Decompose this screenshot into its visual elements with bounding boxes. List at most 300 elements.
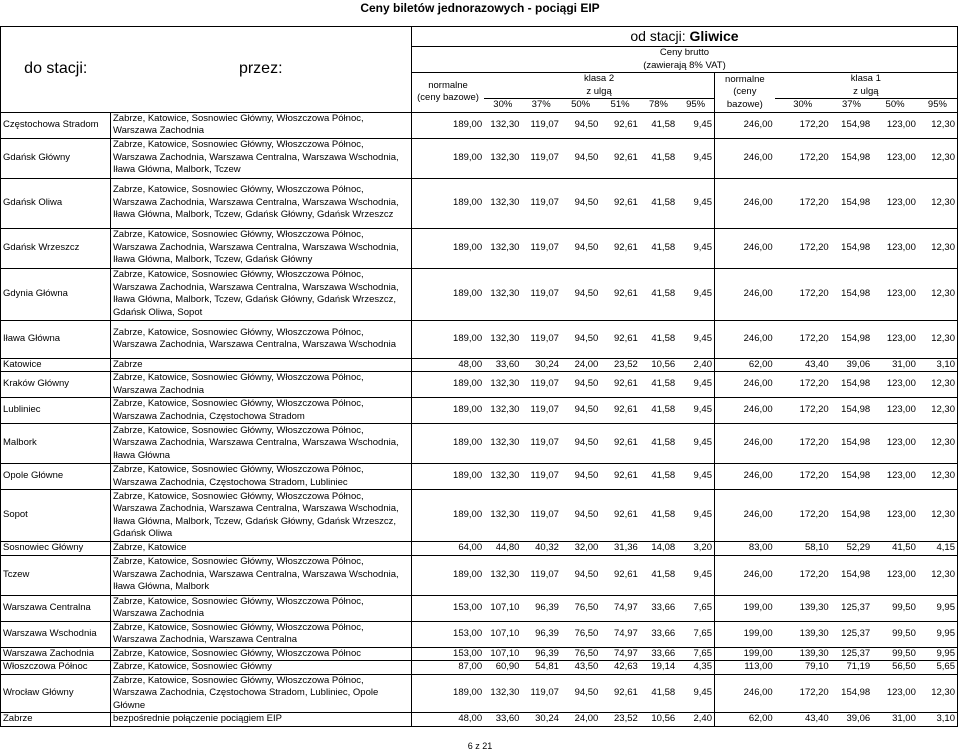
price-cell: 41,58 bbox=[640, 138, 677, 178]
class2-discount-5: 95% bbox=[677, 99, 714, 113]
price-cell: 172,20 bbox=[775, 674, 831, 713]
price-cell: 74,97 bbox=[600, 647, 639, 661]
fare-table bbox=[0, 26, 958, 727]
destination-station: Wrocław Główny bbox=[1, 674, 111, 713]
via-stations: Zabrze, Katowice, Sosnowiec Główny, Włoszczowa Północ, Warszawa Zachodnia, Warszawa Centralna, Warszawa Wschodnia, Iława Główna, Malbork, Tczew, Gdańsk Główny, Gdańsk Wrzeszcz bbox=[111, 178, 412, 228]
price-cell: 94,50 bbox=[561, 674, 600, 713]
price-cell: 9,45 bbox=[677, 555, 714, 595]
price-cell: 9,95 bbox=[918, 647, 958, 661]
price-cell: 123,00 bbox=[872, 320, 918, 358]
price-cell: 12,30 bbox=[918, 555, 958, 595]
price-cell: 132,30 bbox=[484, 464, 521, 490]
price-cell: 189,00 bbox=[411, 178, 484, 228]
price-cell: 33,66 bbox=[640, 647, 677, 661]
via-stations: Zabrze, Katowice, Sosnowiec Główny, Włoszczowa Północ, Warszawa Zachodnia, Warszawa Centralna, Warszawa Wschodnia bbox=[111, 320, 412, 358]
via-stations: Zabrze, Katowice, Sosnowiec Główny, Włoszczowa Północ, Warszawa Zachodnia, Warszawa Centralna, Warszawa Wschodnia, Iława Główna, Malbork, Tczew, Gdańsk Główny bbox=[111, 228, 412, 268]
price-cell: 189,00 bbox=[411, 320, 484, 358]
class2-label: klasa 2 bbox=[584, 73, 615, 84]
price-cell: 12,30 bbox=[918, 674, 958, 713]
via-stations: Zabrze bbox=[111, 358, 412, 372]
price-cell: 154,98 bbox=[831, 178, 873, 228]
price-cell: 132,30 bbox=[484, 398, 521, 424]
price-cell: 94,50 bbox=[561, 555, 600, 595]
price-cell: 40,32 bbox=[521, 542, 560, 556]
price-cell: 92,61 bbox=[600, 424, 639, 464]
price-cell: 154,98 bbox=[831, 320, 873, 358]
destination-station: Malbork bbox=[1, 424, 111, 464]
table-row bbox=[1, 464, 958, 490]
via-stations: Zabrze, Katowice, Sosnowiec Główny, Włoszczowa Północ, Warszawa Zachodnia bbox=[111, 112, 412, 138]
price-cell: 23,52 bbox=[600, 713, 639, 727]
via-stations: Zabrze, Katowice, Sosnowiec Główny, Włoszczowa Północ, Warszawa Zachodnia, Częstochowa Stradom, Lubliniec bbox=[111, 464, 412, 490]
price-cell: 139,30 bbox=[775, 647, 831, 661]
via-stations: Zabrze, Katowice, Sosnowiec Główny, Włoszczowa Północ, Warszawa Zachodnia bbox=[111, 372, 412, 398]
class1-discount-1: 37% bbox=[831, 99, 873, 113]
price-cell: 12,30 bbox=[918, 320, 958, 358]
price-cell: 132,30 bbox=[484, 138, 521, 178]
price-cell: 246,00 bbox=[715, 464, 775, 490]
price-cell: 189,00 bbox=[411, 228, 484, 268]
price-cell: 71,19 bbox=[831, 661, 873, 675]
price-cell: 24,00 bbox=[561, 358, 600, 372]
price-cell: 94,50 bbox=[561, 398, 600, 424]
price-cell: 41,50 bbox=[872, 542, 918, 556]
class2-discount-2: 50% bbox=[561, 99, 600, 113]
price-cell: 172,20 bbox=[775, 398, 831, 424]
destination-station: Gdańsk Oliwa bbox=[1, 178, 111, 228]
price-cell: 246,00 bbox=[715, 320, 775, 358]
price-cell: 92,61 bbox=[600, 398, 639, 424]
table-row bbox=[1, 713, 958, 727]
price-cell: 199,00 bbox=[715, 621, 775, 647]
price-cell: 54,81 bbox=[521, 661, 560, 675]
price-cell: 76,50 bbox=[561, 621, 600, 647]
price-cell: 189,00 bbox=[411, 398, 484, 424]
price-cell: 9,45 bbox=[677, 228, 714, 268]
price-cell: 12,30 bbox=[918, 228, 958, 268]
price-cell: 125,37 bbox=[831, 647, 873, 661]
price-cell: 94,50 bbox=[561, 178, 600, 228]
class2-discount-3: 51% bbox=[600, 99, 639, 113]
price-cell: 119,07 bbox=[521, 112, 560, 138]
table-row bbox=[1, 424, 958, 464]
price-cell: 41,58 bbox=[640, 424, 677, 464]
price-cell: 172,20 bbox=[775, 268, 831, 320]
price-cell: 189,00 bbox=[411, 464, 484, 490]
price-cell: 92,61 bbox=[600, 372, 639, 398]
price-cell: 154,98 bbox=[831, 268, 873, 320]
price-cell: 123,00 bbox=[872, 555, 918, 595]
price-cell: 154,98 bbox=[831, 674, 873, 713]
price-cell: 132,30 bbox=[484, 490, 521, 542]
from-station-name: Gliwice bbox=[689, 28, 739, 45]
price-cell: 123,00 bbox=[872, 398, 918, 424]
price-cell: 246,00 bbox=[715, 372, 775, 398]
price-cell: 3,10 bbox=[918, 713, 958, 727]
price-cell: 92,61 bbox=[600, 138, 639, 178]
price-cell: 31,00 bbox=[872, 713, 918, 727]
price-cell: 41,58 bbox=[640, 398, 677, 424]
price-cell: 94,50 bbox=[561, 138, 600, 178]
price-cell: 60,90 bbox=[484, 661, 521, 675]
class2-discount-label: z ulgą bbox=[586, 85, 612, 97]
price-cell: 94,50 bbox=[561, 464, 600, 490]
price-cell: 83,00 bbox=[715, 542, 775, 556]
via-stations: Zabrze, Katowice, Sosnowiec Główny bbox=[111, 661, 412, 675]
class1-discount-0: 30% bbox=[775, 99, 831, 113]
price-cell: 246,00 bbox=[715, 112, 775, 138]
price-cell: 30,24 bbox=[521, 713, 560, 727]
price-cell: 41,58 bbox=[640, 178, 677, 228]
price-cell: 154,98 bbox=[831, 112, 873, 138]
table-row bbox=[1, 138, 958, 178]
price-cell: 9,45 bbox=[677, 464, 714, 490]
price-cell: 123,00 bbox=[872, 372, 918, 398]
from-station-label: od stacji: bbox=[630, 28, 686, 45]
price-cell: 246,00 bbox=[715, 424, 775, 464]
price-cell: 92,61 bbox=[600, 268, 639, 320]
price-cell: 58,10 bbox=[775, 542, 831, 556]
price-cell: 199,00 bbox=[715, 647, 775, 661]
price-cell: 132,30 bbox=[484, 112, 521, 138]
price-cell: 94,50 bbox=[561, 112, 600, 138]
price-cell: 41,58 bbox=[640, 112, 677, 138]
vat-note: (zawierają 8% VAT) bbox=[411, 60, 957, 73]
price-cell: 153,00 bbox=[411, 647, 484, 661]
price-cell: 41,58 bbox=[640, 320, 677, 358]
table-row bbox=[1, 542, 958, 556]
price-cell: 96,39 bbox=[521, 595, 560, 621]
price-cell: 48,00 bbox=[411, 713, 484, 727]
destination-station: Warszawa Zachodnia bbox=[1, 647, 111, 661]
price-cell: 41,58 bbox=[640, 464, 677, 490]
price-cell: 7,65 bbox=[677, 621, 714, 647]
price-cell: 96,39 bbox=[521, 647, 560, 661]
price-cell: 9,45 bbox=[677, 424, 714, 464]
price-cell: 62,00 bbox=[715, 358, 775, 372]
class2-discount-1: 37% bbox=[521, 99, 560, 113]
price-cell: 119,07 bbox=[521, 555, 560, 595]
price-cell: 172,20 bbox=[775, 228, 831, 268]
price-cell: 123,00 bbox=[872, 674, 918, 713]
via-stations: Zabrze, Katowice, Sosnowiec Główny, Włoszczowa Północ, Warszawa Zachodnia, Warszawa Centralna bbox=[111, 621, 412, 647]
price-cell: 189,00 bbox=[411, 490, 484, 542]
price-cell: 123,00 bbox=[872, 424, 918, 464]
price-cell: 119,07 bbox=[521, 320, 560, 358]
destination-station: Zabrze bbox=[1, 713, 111, 727]
price-cell: 76,50 bbox=[561, 595, 600, 621]
price-cell: 2,40 bbox=[677, 358, 714, 372]
price-cell: 132,30 bbox=[484, 320, 521, 358]
destination-station: Sopot bbox=[1, 490, 111, 542]
price-cell: 246,00 bbox=[715, 398, 775, 424]
destination-station: Warszawa Centralna bbox=[1, 595, 111, 621]
price-cell: 31,36 bbox=[600, 542, 639, 556]
destination-station: Kraków Główny bbox=[1, 372, 111, 398]
class2-normal-header: normalne (ceny bazowe) bbox=[411, 73, 484, 113]
price-cell: 132,30 bbox=[484, 674, 521, 713]
price-cell: 48,00 bbox=[411, 358, 484, 372]
price-cell: 41,58 bbox=[640, 228, 677, 268]
price-cell: 42,63 bbox=[600, 661, 639, 675]
price-cell: 92,61 bbox=[600, 228, 639, 268]
price-cell: 107,10 bbox=[484, 647, 521, 661]
price-cell: 123,00 bbox=[872, 178, 918, 228]
price-cell: 43,40 bbox=[775, 358, 831, 372]
price-cell: 43,50 bbox=[561, 661, 600, 675]
table-row bbox=[1, 490, 958, 542]
price-cell: 123,00 bbox=[872, 112, 918, 138]
via-stations: Zabrze, Katowice, Sosnowiec Główny, Włoszczowa Północ, Warszawa Zachodnia, Warszawa Centralna, Warszawa Wschodnia, Iława Główna, Malbork, Tczew bbox=[111, 138, 412, 178]
price-cell: 189,00 bbox=[411, 555, 484, 595]
price-cell: 132,30 bbox=[484, 555, 521, 595]
price-cell: 10,56 bbox=[640, 713, 677, 727]
price-cell: 9,45 bbox=[677, 112, 714, 138]
price-cell: 107,10 bbox=[484, 595, 521, 621]
table-row bbox=[1, 647, 958, 661]
price-cell: 99,50 bbox=[872, 595, 918, 621]
price-cell: 132,30 bbox=[484, 372, 521, 398]
price-cell: 92,61 bbox=[600, 490, 639, 542]
price-cell: 172,20 bbox=[775, 555, 831, 595]
price-cell: 64,00 bbox=[411, 542, 484, 556]
price-cell: 94,50 bbox=[561, 228, 600, 268]
price-cell: 189,00 bbox=[411, 674, 484, 713]
price-cell: 79,10 bbox=[775, 661, 831, 675]
price-cell: 74,97 bbox=[600, 621, 639, 647]
price-cell: 172,20 bbox=[775, 464, 831, 490]
price-cell: 33,60 bbox=[484, 358, 521, 372]
price-cell: 92,61 bbox=[600, 674, 639, 713]
price-cell: 43,40 bbox=[775, 713, 831, 727]
price-cell: 3,10 bbox=[918, 358, 958, 372]
price-cell: 4,35 bbox=[677, 661, 714, 675]
price-cell: 2,40 bbox=[677, 713, 714, 727]
price-cell: 12,30 bbox=[918, 268, 958, 320]
class1-normal-header: normalne (ceny bazowe) bbox=[715, 73, 775, 113]
price-cell: 7,65 bbox=[677, 595, 714, 621]
price-cell: 12,30 bbox=[918, 464, 958, 490]
price-cell: 199,00 bbox=[715, 595, 775, 621]
class2-header bbox=[484, 73, 714, 99]
price-cell: 154,98 bbox=[831, 138, 873, 178]
price-cell: 33,66 bbox=[640, 595, 677, 621]
via-stations: Zabrze, Katowice, Sosnowiec Główny, Włoszczowa Północ, Warszawa Zachodnia, Warszawa Centralna, Warszawa Wschodnia, Iława Główna, Malbork bbox=[111, 555, 412, 595]
destination-station: Warszawa Wschodnia bbox=[1, 621, 111, 647]
price-cell: 189,00 bbox=[411, 138, 484, 178]
to-station-header: do stacji: bbox=[1, 27, 111, 113]
destination-station: Włoszczowa Północ bbox=[1, 661, 111, 675]
price-cell: 74,97 bbox=[600, 595, 639, 621]
price-cell: 172,20 bbox=[775, 490, 831, 542]
price-cell: 139,30 bbox=[775, 621, 831, 647]
table-row bbox=[1, 661, 958, 675]
price-cell: 9,95 bbox=[918, 595, 958, 621]
price-cell: 12,30 bbox=[918, 178, 958, 228]
price-cell: 125,37 bbox=[831, 595, 873, 621]
price-cell: 94,50 bbox=[561, 424, 600, 464]
price-cell: 92,61 bbox=[600, 555, 639, 595]
price-cell: 14,08 bbox=[640, 542, 677, 556]
price-cell: 39,06 bbox=[831, 713, 873, 727]
price-cell: 113,00 bbox=[715, 661, 775, 675]
price-cell: 119,07 bbox=[521, 178, 560, 228]
price-cell: 139,30 bbox=[775, 595, 831, 621]
class1-discount-label: z ulgą bbox=[853, 85, 879, 97]
price-cell: 123,00 bbox=[872, 268, 918, 320]
price-cell: 189,00 bbox=[411, 372, 484, 398]
price-cell: 154,98 bbox=[831, 490, 873, 542]
via-stations: Zabrze, Katowice, Sosnowiec Główny, Włoszczowa Północ, Warszawa Zachodnia, Częstochowa Stradom bbox=[111, 398, 412, 424]
price-cell: 30,24 bbox=[521, 358, 560, 372]
price-cell: 24,00 bbox=[561, 713, 600, 727]
price-cell: 119,07 bbox=[521, 372, 560, 398]
price-cell: 132,30 bbox=[484, 268, 521, 320]
price-cell: 9,95 bbox=[918, 621, 958, 647]
table-row bbox=[1, 555, 958, 595]
class2-discount-4: 78% bbox=[640, 99, 677, 113]
table-row bbox=[1, 398, 958, 424]
table-row bbox=[1, 372, 958, 398]
price-cell: 189,00 bbox=[411, 112, 484, 138]
price-cell: 94,50 bbox=[561, 490, 600, 542]
price-cell: 41,58 bbox=[640, 268, 677, 320]
price-cell: 56,50 bbox=[872, 661, 918, 675]
price-cell: 99,50 bbox=[872, 647, 918, 661]
price-cell: 246,00 bbox=[715, 228, 775, 268]
destination-station: Częstochowa Stradom bbox=[1, 112, 111, 138]
table-row bbox=[1, 178, 958, 228]
price-cell: 10,56 bbox=[640, 358, 677, 372]
price-cell: 12,30 bbox=[918, 138, 958, 178]
price-cell: 92,61 bbox=[600, 112, 639, 138]
price-cell: 119,07 bbox=[521, 424, 560, 464]
price-cell: 41,58 bbox=[640, 372, 677, 398]
price-cell: 119,07 bbox=[521, 138, 560, 178]
price-cell: 153,00 bbox=[411, 595, 484, 621]
price-cell: 41,58 bbox=[640, 555, 677, 595]
price-cell: 153,00 bbox=[411, 621, 484, 647]
price-cell: 94,50 bbox=[561, 320, 600, 358]
price-cell: 9,45 bbox=[677, 490, 714, 542]
table-row bbox=[1, 112, 958, 138]
via-stations: Zabrze, Katowice, Sosnowiec Główny, Włoszczowa Północ, Warszawa Zachodnia, Warszawa Centralna, Warszawa Wschodnia, Iława Główna bbox=[111, 424, 412, 464]
price-cell: 154,98 bbox=[831, 398, 873, 424]
price-cell: 132,30 bbox=[484, 424, 521, 464]
destination-station: Sosnowiec Główny bbox=[1, 542, 111, 556]
price-cell: 132,30 bbox=[484, 228, 521, 268]
price-cell: 62,00 bbox=[715, 713, 775, 727]
price-cell: 39,06 bbox=[831, 358, 873, 372]
price-cell: 92,61 bbox=[600, 464, 639, 490]
price-cell: 92,61 bbox=[600, 320, 639, 358]
price-cell: 96,39 bbox=[521, 621, 560, 647]
table-row bbox=[1, 595, 958, 621]
price-cell: 154,98 bbox=[831, 424, 873, 464]
price-cell: 119,07 bbox=[521, 228, 560, 268]
destination-station: Iława Główna bbox=[1, 320, 111, 358]
via-stations: Zabrze, Katowice, Sosnowiec Główny, Włoszczowa Północ, Warszawa Zachodnia, Warszawa Centralna, Warszawa Wschodnia, Iława Główna, Malbork, Tczew, Gdańsk Główny, Gdańsk Wrzeszcz, Gdańsk Oliwa bbox=[111, 490, 412, 542]
price-cell: 87,00 bbox=[411, 661, 484, 675]
price-cell: 99,50 bbox=[872, 621, 918, 647]
class1-discount-3: 95% bbox=[918, 99, 958, 113]
class1-label: klasa 1 bbox=[850, 73, 881, 84]
price-cell: 12,30 bbox=[918, 398, 958, 424]
via-stations: Zabrze, Katowice bbox=[111, 542, 412, 556]
price-cell: 44,80 bbox=[484, 542, 521, 556]
destination-station: Lubliniec bbox=[1, 398, 111, 424]
price-cell: 246,00 bbox=[715, 490, 775, 542]
price-cell: 123,00 bbox=[872, 228, 918, 268]
price-cell: 172,20 bbox=[775, 372, 831, 398]
price-cell: 172,20 bbox=[775, 320, 831, 358]
price-cell: 246,00 bbox=[715, 138, 775, 178]
price-cell: 32,00 bbox=[561, 542, 600, 556]
price-cell: 76,50 bbox=[561, 647, 600, 661]
price-cell: 119,07 bbox=[521, 398, 560, 424]
price-cell: 9,45 bbox=[677, 674, 714, 713]
table-row bbox=[1, 320, 958, 358]
price-cell: 107,10 bbox=[484, 621, 521, 647]
via-stations: Zabrze, Katowice, Sosnowiec Główny, Włoszczowa Północ, Warszawa Zachodnia bbox=[111, 595, 412, 621]
price-cell: 3,20 bbox=[677, 542, 714, 556]
table-row bbox=[1, 268, 958, 320]
destination-station: Gdańsk Główny bbox=[1, 138, 111, 178]
destination-station: Gdynia Główna bbox=[1, 268, 111, 320]
price-cell: 31,00 bbox=[872, 358, 918, 372]
price-cell: 119,07 bbox=[521, 674, 560, 713]
via-stations: Zabrze, Katowice, Sosnowiec Główny, Włoszczowa Północ bbox=[111, 647, 412, 661]
price-cell: 19,14 bbox=[640, 661, 677, 675]
price-cell: 9,45 bbox=[677, 320, 714, 358]
price-cell: 52,29 bbox=[831, 542, 873, 556]
price-cell: 9,45 bbox=[677, 398, 714, 424]
price-cell: 94,50 bbox=[561, 372, 600, 398]
price-cell: 12,30 bbox=[918, 372, 958, 398]
destination-station: Katowice bbox=[1, 358, 111, 372]
price-cell: 172,20 bbox=[775, 112, 831, 138]
price-header: Ceny brutto bbox=[411, 47, 957, 60]
price-cell: 172,20 bbox=[775, 178, 831, 228]
price-cell: 4,15 bbox=[918, 542, 958, 556]
price-cell: 94,50 bbox=[561, 268, 600, 320]
destination-station: Tczew bbox=[1, 555, 111, 595]
price-cell: 12,30 bbox=[918, 424, 958, 464]
price-cell: 154,98 bbox=[831, 555, 873, 595]
price-cell: 189,00 bbox=[411, 268, 484, 320]
price-cell: 125,37 bbox=[831, 621, 873, 647]
price-cell: 12,30 bbox=[918, 490, 958, 542]
price-cell: 246,00 bbox=[715, 555, 775, 595]
price-cell: 5,65 bbox=[918, 661, 958, 675]
price-cell: 9,45 bbox=[677, 268, 714, 320]
price-cell: 132,30 bbox=[484, 178, 521, 228]
page-title: Ceny biletów jednorazowych - pociągi EIP bbox=[360, 1, 600, 15]
price-cell: 172,20 bbox=[775, 138, 831, 178]
via-stations: bezpośrednie połączenie pociągiem EIP bbox=[111, 713, 412, 727]
price-cell: 9,45 bbox=[677, 372, 714, 398]
price-cell: 41,58 bbox=[640, 674, 677, 713]
via-header: przez: bbox=[111, 27, 412, 113]
table-row bbox=[1, 674, 958, 713]
class1-header bbox=[775, 73, 958, 99]
via-stations: Zabrze, Katowice, Sosnowiec Główny, Włoszczowa Północ, Warszawa Zachodnia, Warszawa Centralna, Warszawa Wschodnia, Iława Główna, Malbork, Tczew, Gdańsk Główny, Gdańsk Wrzeszcz, Gdańsk Oliwa, Sopot bbox=[111, 268, 412, 320]
price-cell: 154,98 bbox=[831, 464, 873, 490]
price-cell: 9,45 bbox=[677, 138, 714, 178]
page-number: 6 z 21 bbox=[467, 741, 493, 751]
price-cell: 119,07 bbox=[521, 490, 560, 542]
destination-station: Opole Główne bbox=[1, 464, 111, 490]
